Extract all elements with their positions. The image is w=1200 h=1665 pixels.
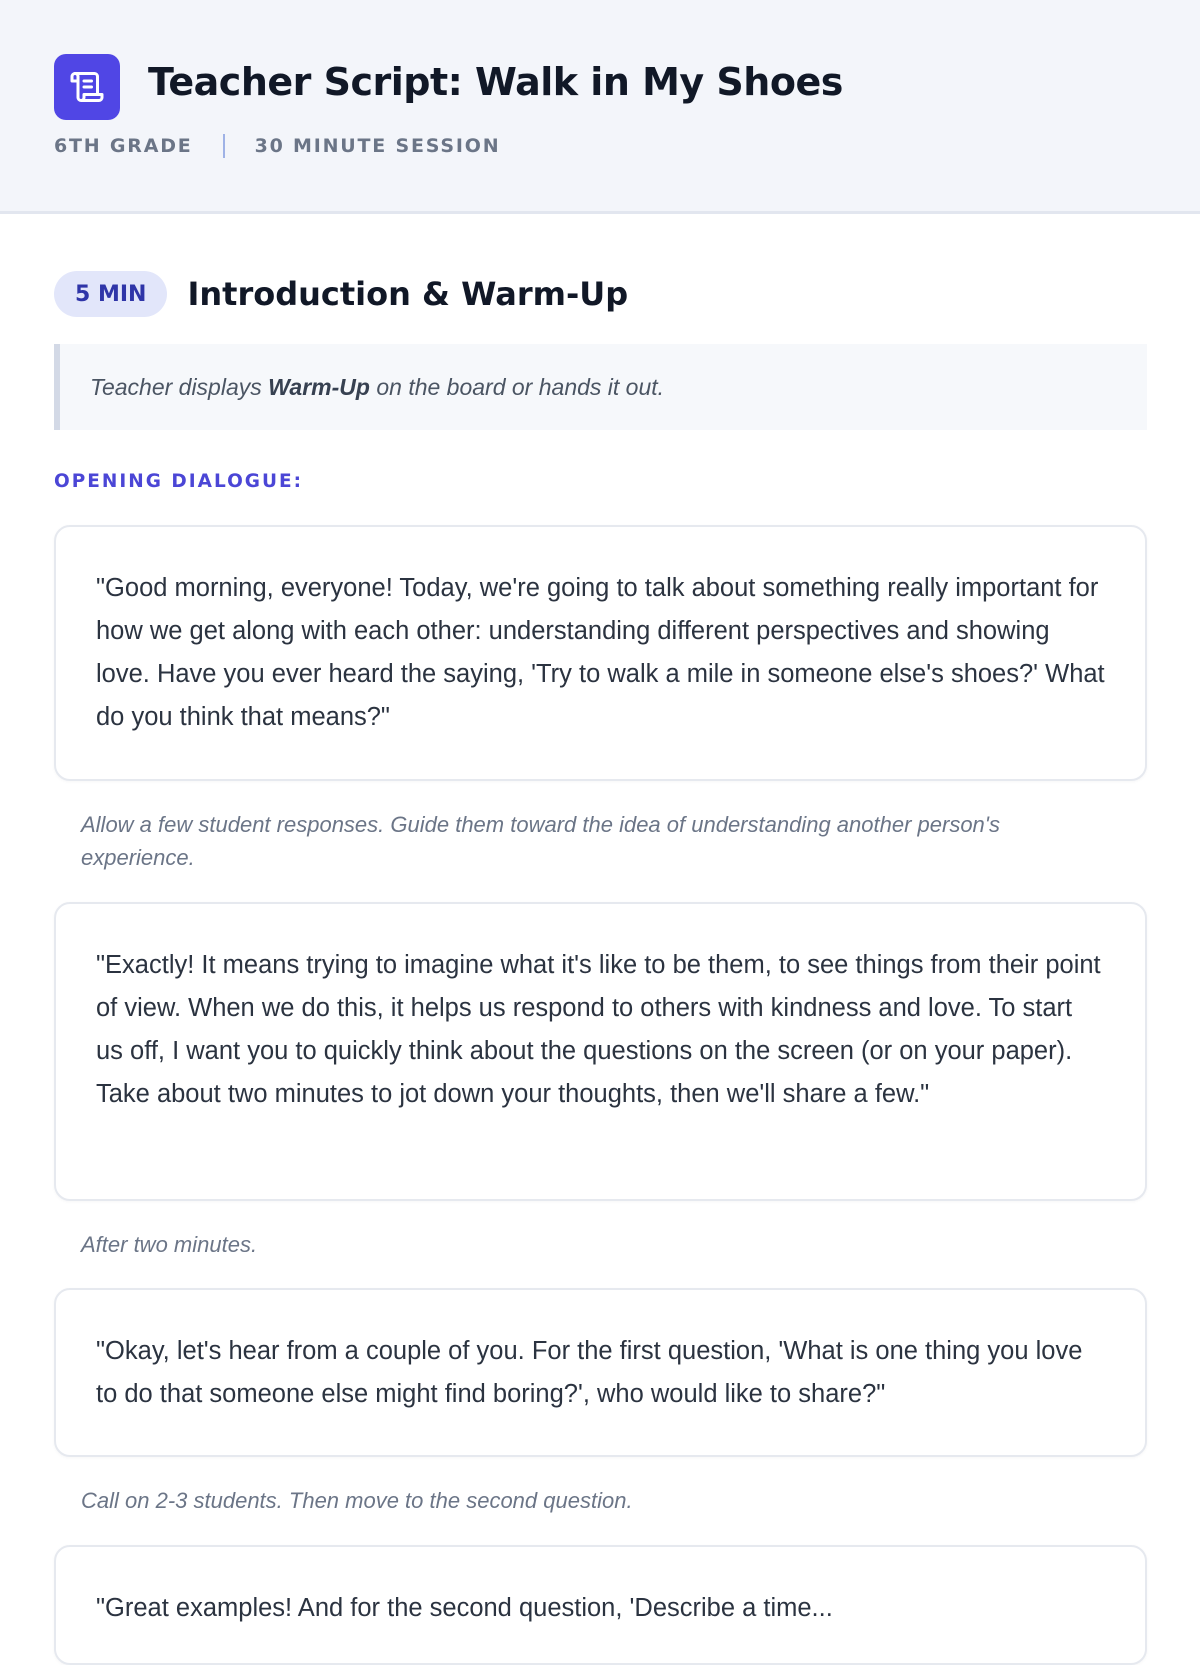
page-header — [0, 0, 1200, 214]
dialogue-card: "Good morning, everyone! Today, we're going to talk about something really important for how we get along with each other: understanding different perspectives and showing love. Have you ever heard the saying, 'Try to walk a mile in someone else's shoes?' What do you think that means?" — [54, 525, 1147, 781]
teacher-note: Allow a few student responses. Guide them toward the idea of understanding another person's experience. — [81, 812, 1000, 870]
section-title: Introduction & Warm-Up — [187, 275, 629, 313]
teacher-note: After two minutes. — [81, 1232, 258, 1257]
scroll-icon — [54, 54, 120, 120]
session-length-label: 30 MINUTE SESSION — [254, 135, 501, 157]
direction-text-suffix: on the board or hands it out. — [369, 373, 665, 400]
page-title: Teacher Script: Walk in My Shoes — [148, 60, 843, 104]
stage-direction — [54, 344, 1147, 430]
dialogue-label: OPENING DIALOGUE: — [54, 471, 304, 492]
duration-badge: 5 MIN — [54, 271, 167, 317]
direction-text-bold: Warm-Up — [268, 373, 370, 400]
section-heading — [54, 271, 628, 317]
grade-label: 6TH GRADE — [54, 135, 193, 157]
session-meta — [54, 134, 500, 158]
dialogue-card: "Okay, let's hear from a couple of you. For the first question, 'What is one thing you love to do that someone else might find boring?', who would like to share?" — [54, 1288, 1147, 1457]
direction-text-prefix: Teacher displays — [90, 373, 269, 400]
meta-divider — [223, 134, 225, 158]
dialogue-card: "Great examples! And for the second question, 'Describe a time... — [54, 1545, 1147, 1665]
dialogue-card: "Exactly! It means trying to imagine what it's like to be them, to see things from their point of view. When we do this, it helps us respond to others with kindness and love. To start us off, I want you to quickly think about the questions on the screen (or on your paper). Take about two minutes to jot down your thoughts, then we'll share a few." — [54, 902, 1147, 1201]
teacher-note: Call on 2-3 students. Then move to the second question. — [81, 1488, 633, 1513]
